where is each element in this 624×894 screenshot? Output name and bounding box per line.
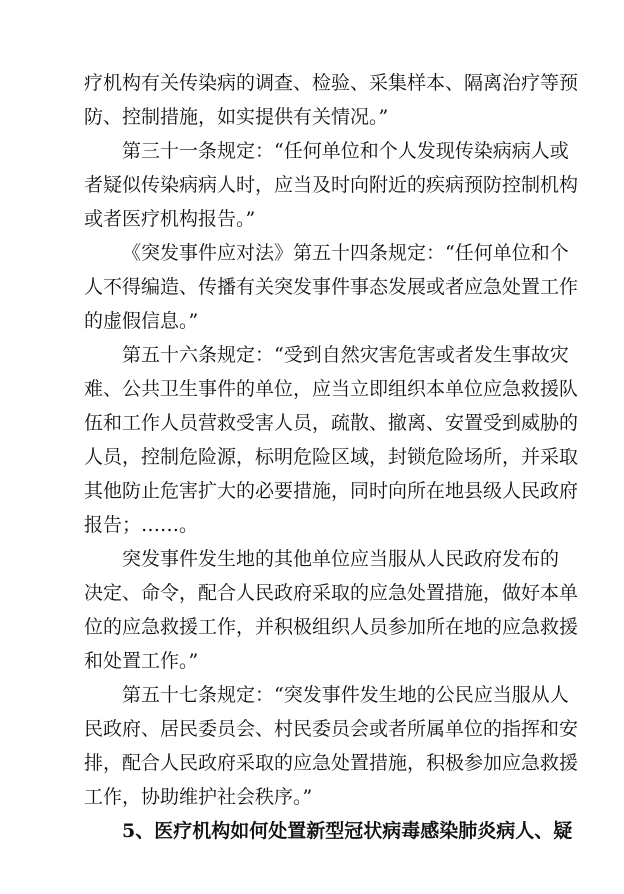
text-line: 人员，控制危险源，标明危险区域，封锁危险场所，并采取 [84, 446, 579, 468]
text-line: 伍和工作人员营救受害人员，疏散、撤离、安置受到威胁的 [84, 412, 579, 434]
text-line: 突发事件发生地的其他单位应当服从人民政府发布的 [122, 548, 560, 570]
text-line: 疗机构有关传染病的调查、检验、采集样本、隔离治疗等预 [84, 72, 579, 94]
section-heading: 5、医疗机构如何处置新型冠状病毒感染肺炎病人、疑 [122, 820, 573, 842]
text-line: 位的应急救援工作，并积极组织人员参加所在地的应急救援 [84, 616, 579, 638]
text-line: 的虚假信息。” [84, 310, 199, 332]
text-line: 排，配合人民政府采取的应急处置措施，积极参加应急救援 [84, 752, 579, 774]
text-line: 《突发事件应对法》第五十四条规定：“任何单位和个 [122, 242, 569, 264]
text-line: 其他防止危害扩大的必要措施，同时向所在地县级人民政府 [84, 480, 579, 502]
text-line: 人不得编造、传播有关突发事件事态发展或者应急处置工作 [84, 276, 579, 298]
text-line: 报告；……。 [84, 514, 199, 536]
text-line: 第五十六条规定：“受到自然灾害危害或者发生事故灾 [122, 344, 569, 366]
text-line: 第三十一条规定：“任何单位和个人发现传染病病人或 [122, 140, 569, 162]
text-line: 者疑似传染病病人时，应当及时向附近的疾病预防控制机构 [84, 174, 579, 196]
text-line: 或者医疗机构报告。” [84, 208, 256, 230]
text-line: 第五十七条规定：“突发事件发生地的公民应当服从人 [122, 684, 569, 706]
text-line: 防、控制措施，如实提供有关情况。” [84, 106, 389, 128]
text-line: 和处置工作。” [84, 650, 199, 672]
text-line: 民政府、居民委员会、村民委员会或者所属单位的指挥和安 [84, 718, 579, 740]
text-line: 难、公共卫生事件的单位，应当立即组织本单位应急救援队 [84, 378, 579, 400]
text-line: 决定、命令，配合人民政府采取的应急处置措施，做好本单 [84, 582, 579, 604]
text-line: 工作，协助维护社会秩序。” [84, 786, 313, 808]
document-body [84, 66, 579, 848]
